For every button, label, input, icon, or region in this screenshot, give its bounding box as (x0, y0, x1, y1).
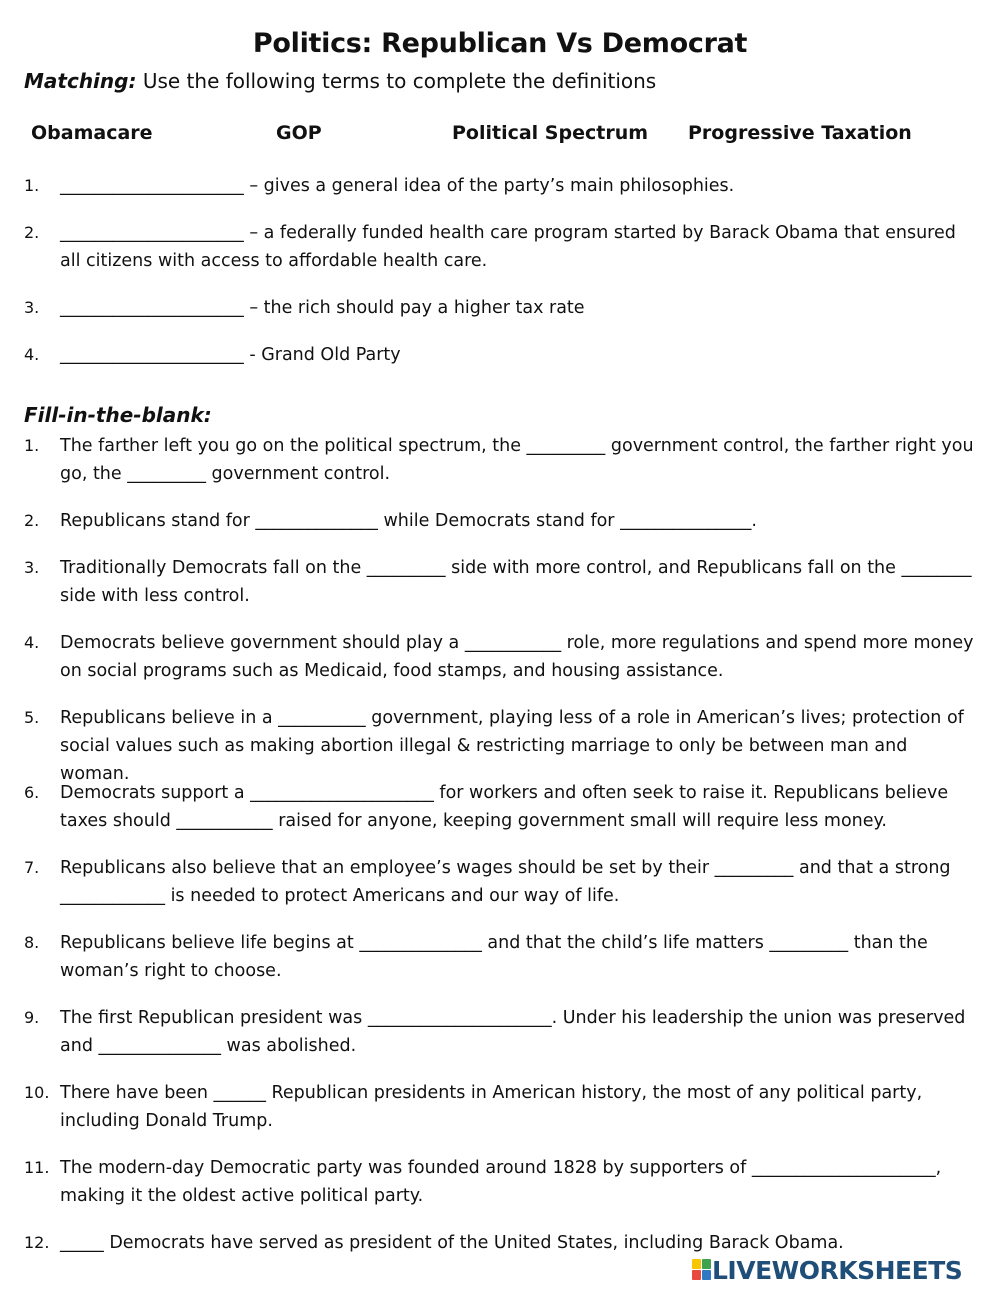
item-number: 2. (24, 223, 40, 242)
item-number: 9. (24, 1008, 40, 1027)
fill-in-item (24, 704, 974, 788)
item-text: There have been ______ Republican presidents in American history, the most of any political party, including Donald Trump. (60, 1083, 923, 1131)
item-text: The first Republican president was _____________________. Under his leadership the union was preserved and ______________ was abolished. (60, 1008, 966, 1056)
item-text: Republicans stand for ______________ while Democrats stand for _______________. (60, 511, 757, 531)
fill-in-item (24, 629, 974, 685)
item-number: 3. (24, 298, 40, 317)
matching-label: Matching: (24, 69, 137, 93)
fill-in-item (24, 432, 974, 488)
item-number: 12. (24, 1233, 50, 1252)
item-text: The modern-day Democratic party was founded around 1828 by supporters of _____________________, making it the oldest active political party. (60, 1158, 942, 1206)
term-bank (0, 122, 1000, 150)
fill-in-item (24, 779, 974, 835)
term-progressive-taxation: Progressive Taxation (688, 122, 912, 144)
matching-item (24, 219, 974, 275)
fill-in-item (24, 854, 974, 910)
item-text: Republicans believe life begins at ______________ and that the child’s life matters _________ than the woman’s right to choose. (60, 933, 928, 981)
item-number: 4. (24, 633, 40, 652)
item-number: 8. (24, 933, 40, 952)
item-number: 4. (24, 345, 40, 364)
item-text: Democrats believe government should play a ___________ role, more regulations and spend more money on social programs such as Medicaid, food stamps, and housing assistance. (60, 633, 974, 681)
logo-square-blue (702, 1270, 711, 1280)
fill-in-item (24, 554, 974, 610)
term-gop: GOP (276, 122, 322, 144)
item-number: 7. (24, 858, 40, 877)
item-text: Republicans also believe that an employee’s wages should be set by their _________ and that a strong ____________ is needed to protect Americans and our way of life. (60, 858, 951, 906)
fill-in-item (24, 1079, 974, 1135)
fill-in-item (24, 1004, 974, 1060)
item-number: 11. (24, 1158, 50, 1177)
item-number: 1. (24, 176, 40, 195)
logo-square-red (692, 1270, 701, 1280)
item-number: 3. (24, 558, 40, 577)
term-obamacare: Obamacare (31, 122, 153, 144)
page-title: Politics: Republican Vs Democrat (252, 28, 748, 59)
logo-square-green (702, 1259, 711, 1269)
item-text: Democrats support a _____________________ for workers and often seek to raise it. Republicans believe taxes should ___________ raised for anyone, keeping government small will require less money. (60, 783, 949, 831)
fill-in-item (24, 929, 974, 985)
item-text: Republicans believe in a __________ government, playing less of a role in American’s lives; protection of social values such as making abortion illegal & restricting marriage to only be between man and woman. (60, 708, 964, 784)
fill-in-item (24, 1154, 974, 1210)
item-number: 6. (24, 783, 40, 802)
matching-heading (24, 69, 656, 93)
matching-item (24, 341, 974, 369)
item-text: _____________________ - Grand Old Party (60, 345, 401, 365)
item-text: _____________________ – a federally funded health care program started by Barack Obama that ensured all citizens with access to affordable health care. (60, 223, 956, 271)
logo-square-yellow (692, 1259, 701, 1269)
item-text: _____________________ – gives a general idea of the party’s main philosophies. (60, 176, 735, 196)
logo-text: LIVEWORKSHEETS (712, 1256, 963, 1285)
item-number: 5. (24, 708, 40, 727)
matching-item (24, 294, 974, 322)
fill-in-item (24, 507, 974, 535)
fill-in-heading (24, 403, 212, 427)
item-number: 1. (24, 436, 40, 455)
item-number: 2. (24, 511, 40, 530)
item-text: The farther left you go on the political spectrum, the _________ government control, the farther right you go, the _________ government control. (60, 436, 974, 484)
term-political-spectrum: Political Spectrum (452, 122, 649, 144)
item-text: Traditionally Democrats fall on the _________ side with more control, and Republicans fall on the ________ side with less control. (60, 558, 972, 606)
item-number: 10. (24, 1083, 50, 1102)
item-text: _____ Democrats have served as president of the United States, including Barack Obama. (60, 1233, 844, 1253)
logo-mark-icon (692, 1259, 712, 1281)
matching-item (24, 172, 974, 200)
fill-in-label: Fill-in-the-blank: (24, 403, 212, 427)
matching-instruction: Use the following terms to complete the definitions (136, 69, 657, 93)
fill-in-item (24, 1229, 974, 1257)
item-text: _____________________ – the rich should pay a higher tax rate (60, 298, 585, 318)
